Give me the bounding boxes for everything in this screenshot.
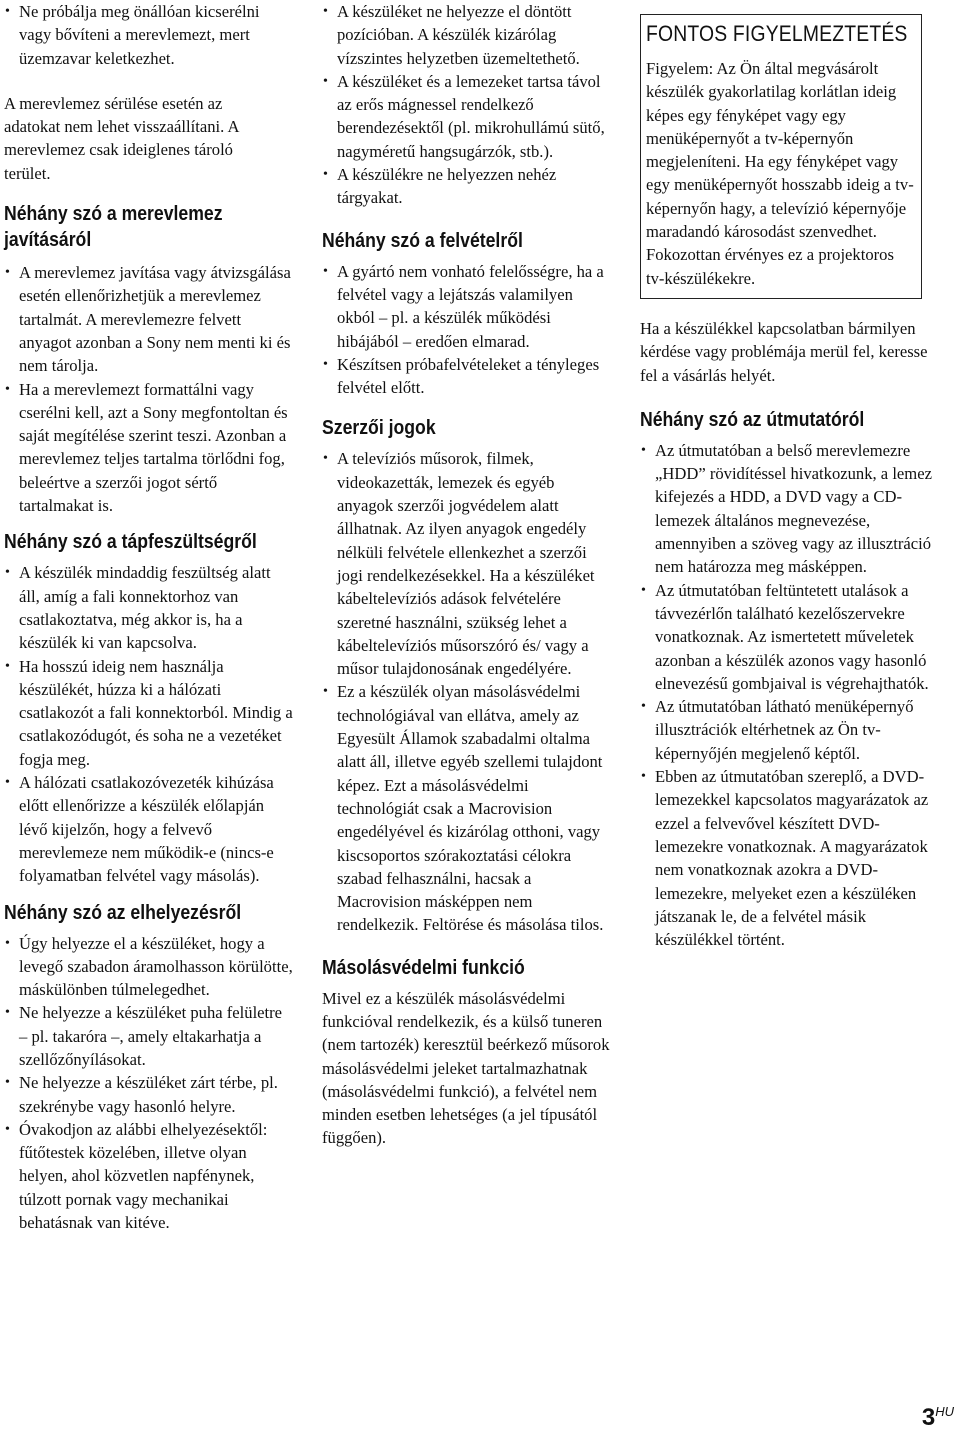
list-item: • A készüléket ne helyezze el döntött pozícióban. A készülék kizárólag vízszintes helyzetben üzemeltethető. [322,0,612,70]
list-item: • Az útmutatóban látható menüképernyő illusztrációk eltérhetnek az Ön tv-képernyőjén megjelenő képtől. [640,695,940,765]
page-number [922,1404,954,1432]
list-item: • Készítsen próbafelvételeket a tényleges felvétel előtt. [322,353,612,400]
bullet-list-guide [640,439,940,952]
column-middle [322,0,612,1150]
list-item: • Ha a merevlemezt formattálni vagy cserélni kell, azt a Sony megfontoltan és saját megítélése szerint teszi. Azonban a merevlemez teljes tartalma törlődni fog, beleértve a szerzői jogot sértő tartalmakat is. [4,378,294,518]
heading-about-guide: Néhány szó az útmutatóról [640,407,865,431]
paragraph-contact-dealer: Ha a készülékkel kapcsolatban bármilyen kérdése vagy problémája merül fel, keresse fel a vásárlás helyét. [640,318,928,385]
warning-title: FONTOS FIGYELMEZTETÉS [646,21,908,46]
list-item: • Ebben az útmutatóban szereplő, a DVD-lemezekkel kapcsolatos magyarázatok az ezzel a felvevővel készített DVD-lemezekre vonatkoznak. A magyarázatok nem vonatkoznak azokra a DVD-lemezekre, melyeket ezen a készüléken játszanak le, de a felvétel másik készülékkel történt. [640,765,940,951]
bullet-list-hdd-repair [4,261,294,517]
list-item: • Ez a készülék olyan másolásvédelmi technológiával van ellátva, amely az Egyesült Államok szabadalmi oltalma alatt áll, illetve egyéb szellemi tulajdont képez. Ezt a másolásvédelmi technológiát csak a Macrovision engedélyével és kizárólag otthoni, vagy kiscsoportos szórakoztatási célokra szabad felhasználni, hacsak a Macrovision másképpen nem rendelkezik. Feltörése és másolása tilos. [322,680,612,936]
heading-placement: Néhány szó az elhelyezésről [4,900,242,924]
list-item: • Ne helyezze a készüléket puha felületre – pl. takaróra –, amely eltakarhatja a szellőzőnyílásokat. [4,1001,294,1071]
heading-copy-protection: Másolásvédelmi funkció [322,955,525,979]
important-warning-box [640,14,922,299]
column-right [640,0,940,951]
column-left [4,0,294,1234]
list-item: • A hálózati csatlakozóvezeték kihúzása előtt ellenőrizze a készülék előlapján lévő kijelzőn, hogy a felvevő merevlemeze nem működik-e (nincs-e folyamatban felvétel vagy másolás). [4,771,294,887]
list-item: • A merevlemez javítása vagy átvizsgálása esetén ellenőrizhetjük a merevlemez tartalmát. A merevlemezre felvett anyagot azonban a Sony nem menti ki és nem tárolja. [4,261,294,377]
bullet-list-recording [322,260,612,400]
list-item: • Ha hosszú ideig nem használja készülékét, húzza ki a hálózati csatlakozót a fali konnektorból. Mindig a csatlakozódugót, és soha ne a vezetéket fogja meg. [4,655,294,771]
list-item: • Ne próbálja meg önállóan kicserélni vagy bővíteni a merevlemezt, mert üzemzavar keletkezhet. [4,0,294,70]
list-item: • A készüléket és a lemezeket tartsa távol az erős mágnessel rendelkező berendezésektől (pl. mikrohullámú sütő, nagyméretű hangsugárzók, stb.). [322,70,612,163]
bullet-list-power [4,561,294,887]
list-item: • A készülékre ne helyezzen nehéz tárgyakat. [322,163,612,210]
list-item: • Úgy helyezze el a készüléket, hogy a levegő szabadon áramolhasson körülötte, máskülönben túlmelegedhet. [4,932,294,1002]
warning-text: Figyelem: Az Ön által megvásárolt készülék gyakorlatilag korlátlan ideig képes egy fényképet vagy egy menüképernyőt a tv-képernyőn megjeleníteni. Ha egy fényképet vagy egy menüképernyőt hosszabb ideig a tv-képernyőn hagy, a televízió képernyője maradandó károsodást szenvedhet. Fokozottan érvényes ez a projektoros tv-készülékekre. [646,59,914,288]
heading-power: Néhány szó a tápfeszültségről [4,530,257,554]
bullet-list-placement [4,932,294,1235]
list-item: • A gyártó nem vonható felelősségre, ha a felvétel vagy a lejátszás valamilyen okból – pl. a készülék működési hibájából – eredően elmarad. [322,260,612,353]
heading-recording: Néhány szó a felvételről [322,228,523,252]
bullet-list-hdd-notes [4,0,294,70]
page-number-value: 3 [921,1404,936,1431]
list-item: • Ne helyezze a készüléket zárt térbe, pl. szekrénybe vagy hasonló helyre. [4,1071,294,1118]
language-code: HU [935,1404,954,1419]
list-item: • A televíziós műsorok, filmek, videokazetták, lemezek és egyéb anyagok szerzői jogvédelem alatt állhatnak. Az ilyen anyagok engedély nélküli felvétele ellenkezhet a szerzői jogi rendelkezésekkel. Ha a készüléket kábeltelevíziós adások felvételére szeretné használni, szükség lehet a kábeltelevíziós műsorszóró és/ vagy a műsor tulajdonosának engedélyére. [322,447,612,680]
list-item: • Óvakodjon az alábbi elhelyezésektől: fűtőtestek közelében, illetve olyan helyen, ahol közvetlen napfénynek, túlzott pornak vagy mechanikai behatásnak van kitéve. [4,1118,294,1234]
list-item: • Az útmutatóban a belső merevlemezre „HDD” rövidítéssel hivatkozunk, a lemez kifejezés a HDD, a DVD vagy a CD-lemezek általános megnevezése, amennyiben a szöveg vagy az illusztráció nem határozza meg másképpen. [640,439,940,579]
bullet-list-placement-cont [322,0,612,210]
paragraph-copy-protection: Mivel ez a készülék másolásvédelmi funkcióval rendelkezik, és a külső tuneren (nem tartozék) keresztül beérkező műsorok másolásvédelmi jeleket tartalmazhatnak (másolásvédelmi funkció), a felvétel nem minden esetben lehetséges (a jel típusától függően). [322,988,610,1148]
bullet-list-copyright [322,447,612,936]
list-item: • A készülék mindaddig feszültség alatt áll, amíg a fali konnektorhoz van csatlakoztatva, még akkor is, ha a készülék ki van kapcsolva. [4,561,294,654]
list-item: • Az útmutatóban feltüntetett utalások a távvezérlőn található kezelőszervekre vonatkoznak. Az ismertetett műveletek azonban a készülék azonos vagy hasonló elnevezésű gombjaival is végrehajthatók. [640,579,940,695]
paragraph-hdd-damage: A merevlemez sérülése esetén az adatokat nem lehet visszaállítani. A merevlemez csak ideiglenes tároló terület. [4,93,239,183]
heading-hdd-repair: Néhány szó a merevlemez javításáról [4,202,223,252]
heading-copyright: Szerzői jogok [322,416,436,440]
